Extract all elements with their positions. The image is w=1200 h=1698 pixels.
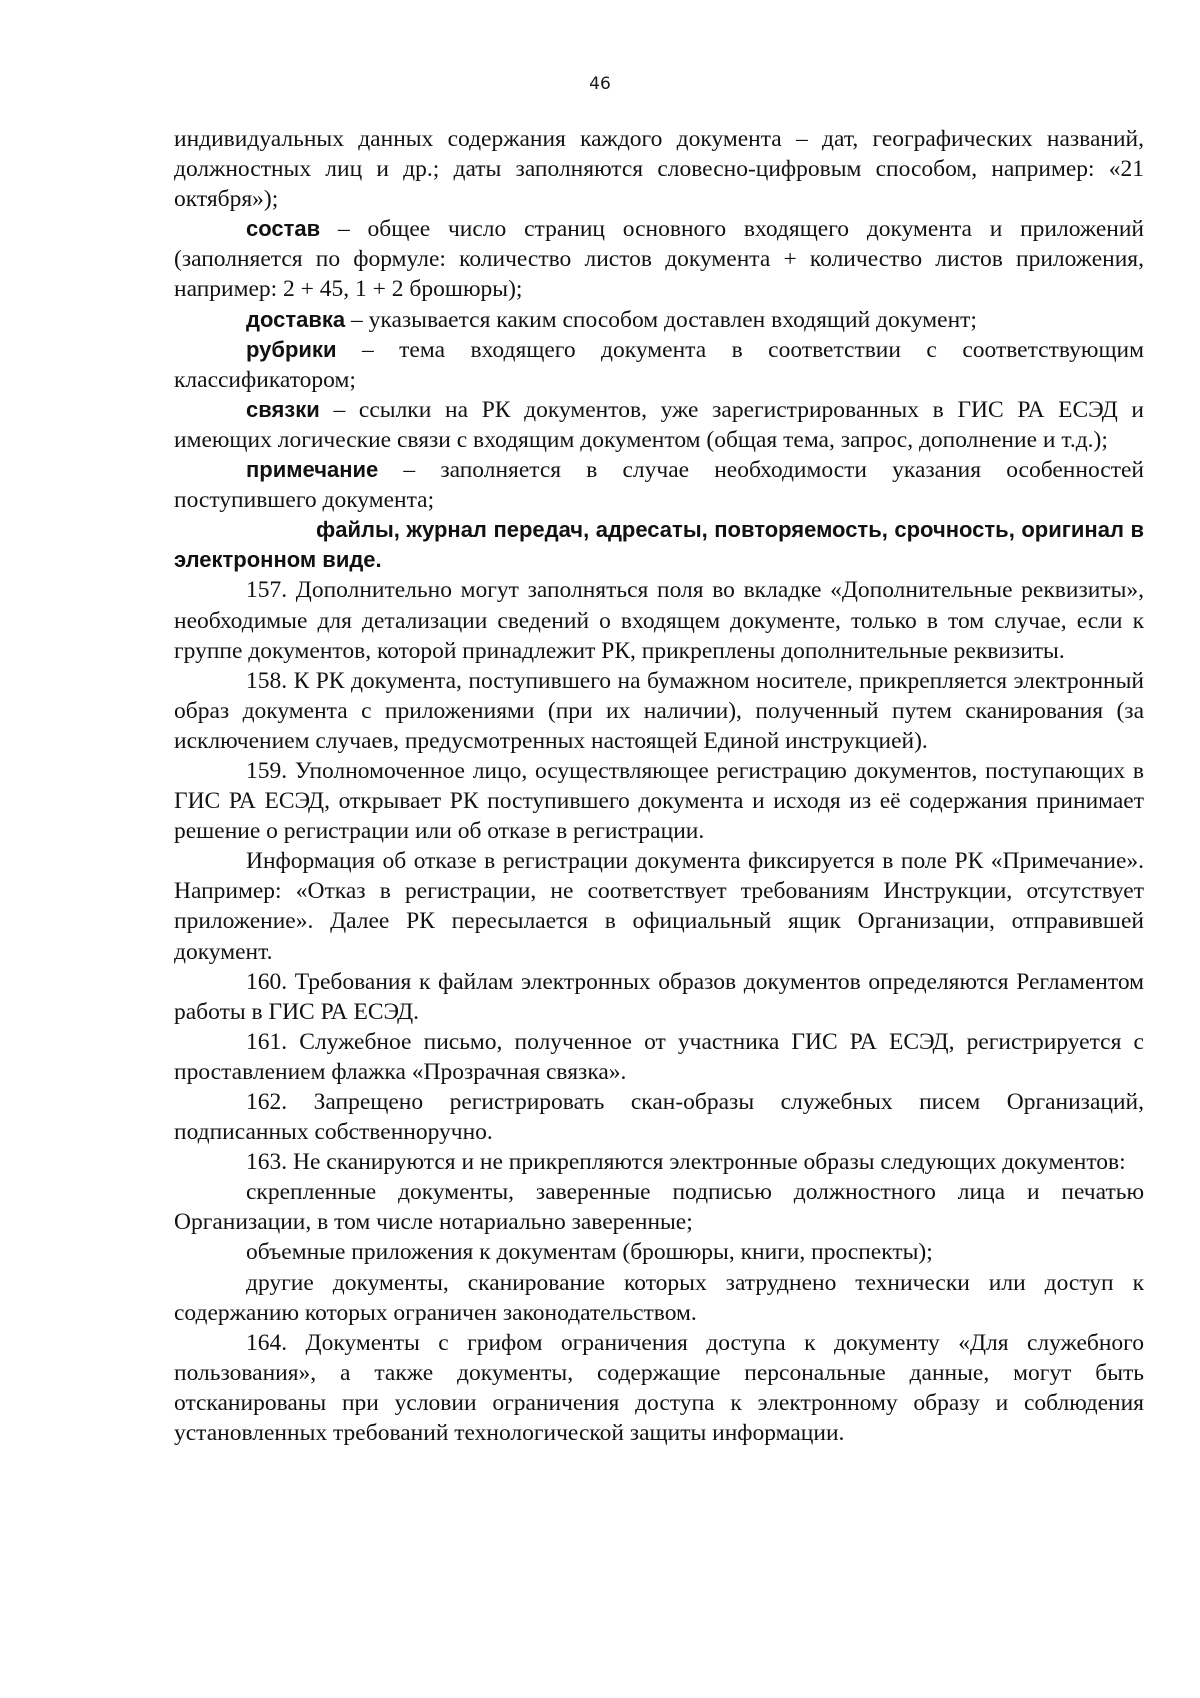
field-rubriki <box>174 335 1144 395</box>
paragraph-163-item-1: скрепленные документы, заверенные подписью должностного лица и печатью Организации, в том числе нотариально заверенные; <box>174 1179 1144 1236</box>
field-description: – тема входящего документа в соответствии с соответствующим классификатором; <box>174 336 1144 393</box>
field-description: – заполняется в случае необходимости указания особенностей поступившего документа; <box>174 457 1144 514</box>
field-dostavka <box>174 305 1144 335</box>
field-term: состав <box>246 216 321 242</box>
field-svyazki <box>174 395 1144 455</box>
page-number: 46 <box>589 74 611 94</box>
field-list-bold <box>174 515 1144 575</box>
paragraph-159-continued: Информация об отказе в регистрации документа фиксируется в поле РК «Примечание». Например: «Отказ в регистрации, не соответствует требованиям Инструкции, отсутствует приложение». Далее РК пересылается в официальный ящик Организации, отправившей документ. <box>174 848 1144 965</box>
field-term: рубрики <box>246 336 337 362</box>
paragraph-163-item-3: другие документы, сканирование которых затруднено технически или доступ к содержанию которых ограничен законодательством. <box>174 1269 1144 1326</box>
field-term: доставка <box>246 306 346 332</box>
field-term: примечание <box>246 457 379 483</box>
field-primechanie <box>174 455 1144 515</box>
paragraph-continuation: индивидуальных данных содержания каждого документа – дат, географических названий, должностных лиц и др.; даты заполняются словесно-цифровым способом, например: «21 октября»); <box>174 126 1144 213</box>
paragraph-162: 162. Запрещено регистрировать скан-образы служебных писем Организаций, подписанных собственноручно. <box>174 1089 1144 1146</box>
paragraph-159: 159. Уполномоченное лицо, осуществляющее регистрацию документов, поступающих в ГИС РА ЕСЭД, открывает РК поступившего документа и исходя из её содержания принимает решение о регистрации или об отказе в регистрации. <box>174 757 1144 845</box>
field-term: связки <box>246 396 320 422</box>
field-description: – ссылки на РК документов, уже зарегистрированных в ГИС РА ЕСЭД и имеющих логические связи с входящим документом (общая тема, запрос, дополнение и т.д.); <box>174 396 1144 453</box>
paragraph-157: 157. Дополнительно могут заполняться поля во вкладке «Дополнительные реквизиты», необходимые для детализации сведений о входящем документе, только в том случае, если к группе документов, которой принадлежит РК, прикреплены дополнительные реквизиты. <box>174 577 1144 664</box>
paragraph-163-item-2: объемные приложения к документам (брошюры, книги, проспекты); <box>246 1239 933 1266</box>
paragraph-164: 164. Документы с грифом ограничения доступа к документу «Для служебного пользования», а также документы, содержащие персональные данные, могут быть отсканированы при условии ограничения доступа к электронному образу и соблюдения установленных требований технологической защиты информации. <box>174 1329 1144 1447</box>
field-description: – указывается каким способом доставлен входящий документ; <box>345 306 977 333</box>
paragraph-160: 160. Требования к файлам электронных образов документов определяются Регламентом работы в ГИС РА ЕСЭД. <box>174 968 1144 1025</box>
bold-field-list: файлы, журнал передач, адресаты, повторяемость, срочность, оригинал в электронном виде. <box>174 517 1144 573</box>
document-body <box>174 124 1144 1448</box>
paragraph-163: 163. Не сканируются и не прикрепляются электронные образы следующих документов: <box>246 1149 1126 1176</box>
paragraph-161: 161. Служебное письмо, полученное от участника ГИС РА ЕСЭД, регистрируется с проставлением флажка «Прозрачная связка». <box>174 1028 1144 1085</box>
field-description: – общее число страниц основного входящего документа и приложений (заполняется по формуле: количество листов документа + количество листов приложения, например: 2 + 45, 1 + 2 брошюры); <box>174 216 1144 303</box>
paragraph-158: 158. К РК документа, поступившего на бумажном носителе, прикрепляется электронный образ документа с приложениями (при их наличии), полученный путем сканирования (за исключением случаев, предусмотренных настоящей Единой инструкцией). <box>174 667 1144 754</box>
field-sostav <box>174 214 1144 304</box>
